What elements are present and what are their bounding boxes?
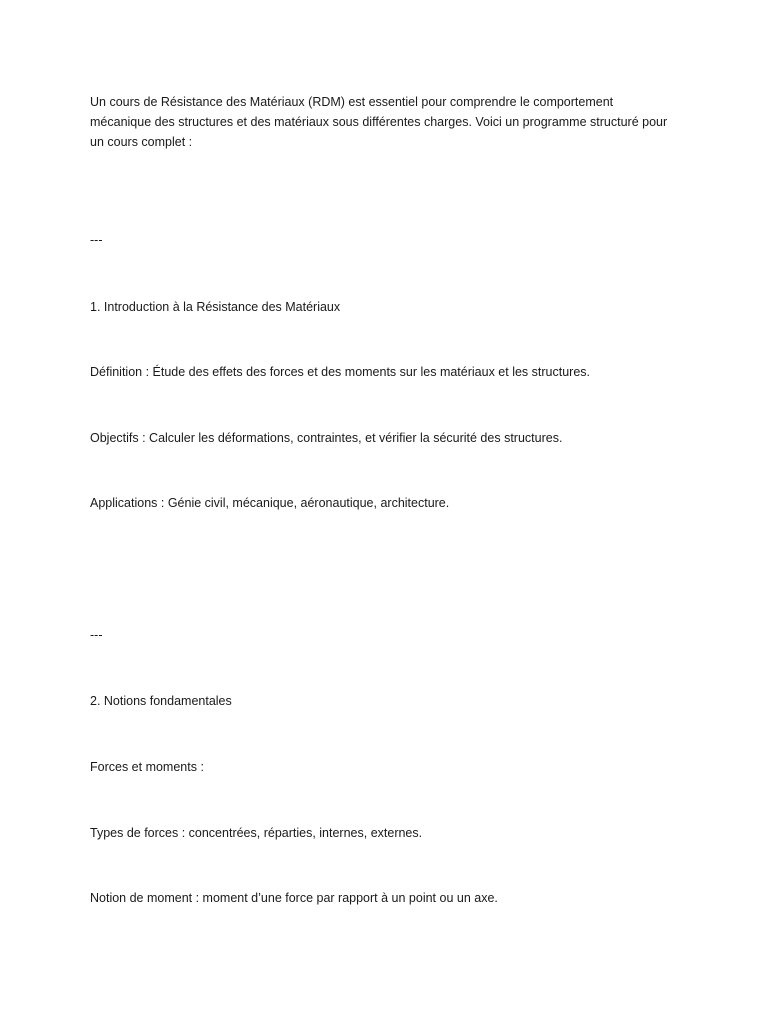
intro-line: mécanique des structures et des matériaux sous différentes charges. Voici un programme structuré pour (90, 115, 668, 129)
section-1-heading: 1. Introduction à la Résistance des Matériaux (90, 300, 341, 314)
intro-line: Un cours de Résistance des Matériaux (RDM) est essentiel pour comprendre le comportement (90, 95, 614, 109)
intro-line: un cours complet : (90, 135, 193, 149)
definition-text: Définition : Étude des effets des forces et des moments sur les matériaux et les structures. (90, 365, 590, 379)
applications-text: Applications : Génie civil, mécanique, aéronautique, architecture. (90, 496, 450, 510)
separator: --- (90, 233, 103, 247)
section-2-heading: 2. Notions fondamentales (90, 694, 232, 708)
forces-moments-text: Forces et moments : (90, 760, 204, 774)
types-forces-text: Types de forces : concentrées, réparties, internes, externes. (90, 826, 423, 840)
notion-moment-text: Notion de moment : moment d’une force par rapport à un point ou un axe. (90, 891, 498, 905)
separator: --- (90, 628, 103, 642)
objectifs-text: Objectifs : Calculer les déformations, contraintes, et vérifier la sécurité des structures. (90, 431, 563, 445)
intro-paragraph (90, 92, 690, 152)
